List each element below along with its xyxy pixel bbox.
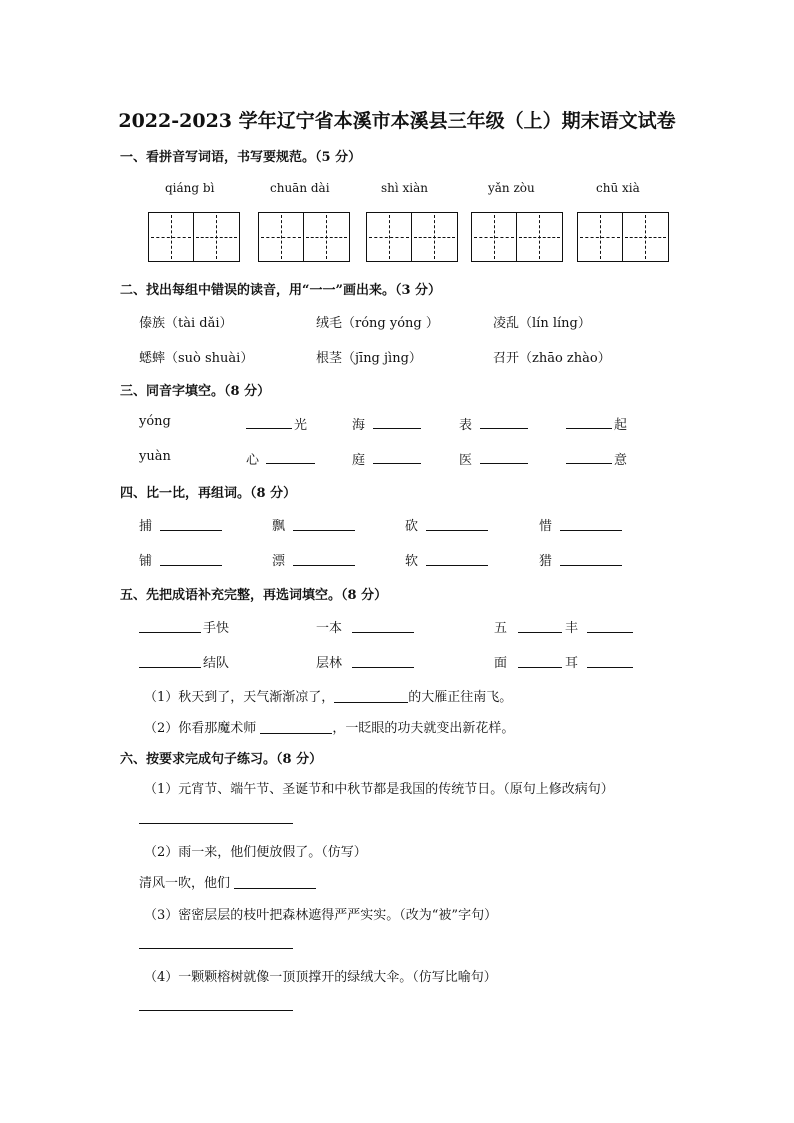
s2-item-1: 傣族（tài dǎi）: [139, 316, 233, 331]
s3-r2-blank-1[interactable]: [266, 463, 315, 464]
section-5-heading: 五、先把成语补充完整，再选词填空。（8 分）: [120, 588, 388, 603]
s3-r1-char-1: 光: [294, 418, 308, 433]
s5-b-blank-2[interactable]: [352, 667, 414, 668]
writing-box-4[interactable]: [471, 212, 563, 262]
s5-b-blank-3[interactable]: [518, 667, 562, 668]
writing-box-5[interactable]: [577, 212, 669, 262]
s3-r1-char-4: 起: [614, 418, 628, 433]
pinyin-4: yǎn zòu: [488, 181, 535, 195]
s3-r2-blank-2[interactable]: [373, 463, 421, 464]
s4-r2-char-2: 漂: [272, 554, 286, 569]
section-2-heading: 二、找出每组中错误的读音，用“一一”画出来。（3 分）: [120, 283, 442, 298]
s4-r1-char-1: 捕: [139, 519, 153, 534]
writing-box-2[interactable]: [258, 212, 350, 262]
s4-r1-blank-2[interactable]: [293, 530, 355, 531]
s4-r2-blank-2[interactable]: [293, 565, 355, 566]
s4-r2-blank-1[interactable]: [160, 565, 222, 566]
s4-r2-blank-4[interactable]: [560, 565, 622, 566]
s5-idiom-a3a: 五: [494, 621, 508, 636]
s5-a-blank-3[interactable]: [518, 632, 562, 633]
s5-idiom-b2: 层林: [316, 656, 343, 671]
s4-r2-char-3: 软: [405, 554, 419, 569]
s4-r2-blank-3[interactable]: [426, 565, 488, 566]
s4-r1-char-4: 惜: [539, 519, 553, 534]
exam-title: 2022-2023 学年辽宁省本溪市本溪县三年级（上）期末语文试卷: [118, 110, 676, 132]
pinyin-3: shì xiàn: [381, 181, 429, 195]
s5-q1-blank[interactable]: [334, 689, 408, 703]
s4-r1-char-2: 飘: [272, 519, 286, 534]
s4-r1-blank-4[interactable]: [560, 530, 622, 531]
s5-question-1: （1）秋天到了，天气渐渐凉了， 的大雁正往南飞。: [144, 690, 513, 705]
s6-question-2: （2）雨一来，他们便放假了。（仿写）: [144, 845, 367, 860]
section-6-heading: 六、按要求完成句子练习。（8 分）: [120, 752, 323, 767]
s6-question-2-prompt: 清风一吹，他们: [139, 872, 316, 891]
s3-row1-label: yóng: [139, 414, 171, 429]
s3-r2-blank-3[interactable]: [480, 463, 528, 464]
s6-q2-blank[interactable]: [234, 875, 316, 889]
s5-a-blank-4[interactable]: [587, 632, 633, 633]
pinyin-2: chuān dài: [270, 181, 330, 195]
s5-idiom-b3b: 耳: [565, 656, 579, 671]
s5-idiom-a2: 一本: [316, 621, 343, 636]
section-4-heading: 四、比一比，再组词。（8 分）: [120, 486, 297, 501]
s3-r1-blank-1[interactable]: [246, 428, 292, 429]
s3-r1-blank-3[interactable]: [480, 428, 528, 429]
s6-q1-answer-line[interactable]: [139, 823, 293, 824]
s6-question-4: （4）一颗颗榕树就像一顶顶撑开的绿绒大伞。（仿写比喻句）: [144, 970, 497, 985]
s3-r2-char-2: 庭: [352, 453, 366, 468]
s3-r2-char-1: 心: [246, 453, 260, 468]
section-3-heading: 三、同音字填空。（8 分）: [120, 384, 271, 399]
s5-b-blank-1[interactable]: [139, 667, 201, 668]
s5-q2-blank[interactable]: [260, 720, 332, 734]
s4-r2-char-1: 铺: [139, 554, 153, 569]
s3-r1-blank-4[interactable]: [566, 428, 612, 429]
s5-idiom-b3a: 面: [494, 656, 508, 671]
s5-question-2: （2）你看那魔术师 ，一眨眼的功夫就变出新花样。: [144, 721, 515, 736]
s2-item-4: 蟋蟀（suò shuài）: [139, 351, 254, 366]
s2-item-2: 绒毛（róng yóng ）: [316, 316, 439, 331]
s3-r1-blank-2[interactable]: [373, 428, 421, 429]
writing-box-3[interactable]: [366, 212, 458, 262]
s5-idiom-a1: 手快: [203, 621, 230, 636]
s4-r1-blank-1[interactable]: [160, 530, 222, 531]
pinyin-5: chū xià: [596, 181, 640, 195]
s3-r2-char-3: 医: [459, 453, 473, 468]
s3-row2-label: yuàn: [139, 449, 171, 464]
s6-q3-answer-line[interactable]: [139, 948, 293, 949]
s5-idiom-b1: 结队: [203, 656, 230, 671]
pinyin-1: qiáng bì: [165, 181, 215, 195]
s5-a-blank-2[interactable]: [352, 632, 414, 633]
s4-r1-char-3: 砍: [405, 519, 419, 534]
s5-a-blank-1[interactable]: [139, 632, 201, 633]
s4-r2-char-4: 猎: [539, 554, 553, 569]
s3-r2-char-4: 意: [614, 453, 628, 468]
s6-question-3: （3）密密层层的枝叶把森林遮得严严实实。（改为“被”字句）: [144, 908, 498, 923]
s2-item-3: 凌乱（lín líng）: [493, 316, 591, 331]
s6-q4-answer-line[interactable]: [139, 1010, 293, 1011]
s3-r1-char-3: 表: [459, 418, 473, 433]
s5-idiom-a3b: 丰: [565, 621, 579, 636]
s2-item-5: 根茎（jīng jìng）: [316, 351, 422, 366]
section-1-heading: 一、看拼音写词语，书写要规范。（5 分）: [120, 150, 362, 165]
s3-r2-blank-4[interactable]: [566, 463, 612, 464]
s5-b-blank-4[interactable]: [587, 667, 633, 668]
s4-r1-blank-3[interactable]: [426, 530, 488, 531]
writing-box-1[interactable]: [148, 212, 240, 262]
s2-item-6: 召开（zhāo zhào）: [493, 351, 611, 366]
s3-r1-char-2: 海: [352, 418, 366, 433]
s6-question-1: （1）元宵节、端午节、圣诞节和中秋节都是我国的传统节日。（原句上修改病句）: [144, 782, 614, 797]
